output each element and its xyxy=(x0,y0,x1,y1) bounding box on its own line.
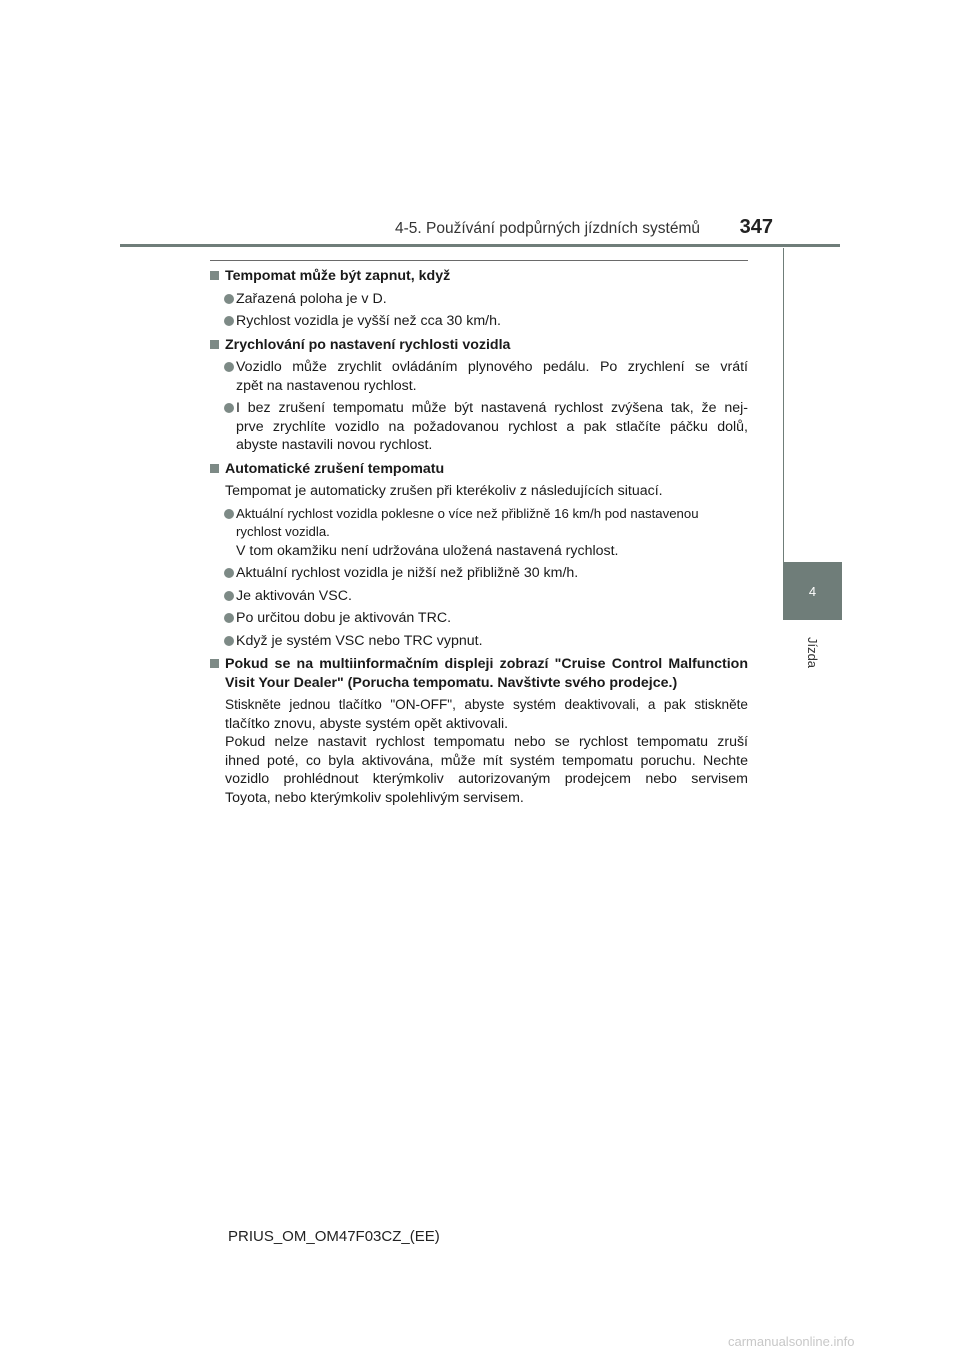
section-heading xyxy=(210,460,748,479)
paragraph-line: tlačítko znovu, abyste systém opět aktivovali. xyxy=(225,715,509,732)
page-header xyxy=(120,218,840,248)
list-item-line: V tom okamžiku není udržována uložená nastavená rychlost. xyxy=(236,542,619,559)
list-item xyxy=(210,609,748,628)
list-item-line: Aktuální rychlost vozidla poklesne o více než přibližně 16 km/h pod nastavenou xyxy=(236,505,699,521)
document-code: PRIUS_OM_OM47F03CZ_(EE) xyxy=(228,1228,440,1245)
list-item-line: Vozidlo může zrychlit ovládáním plynového pedálu. Po zrychlení se vrátí xyxy=(236,359,748,375)
list-item xyxy=(210,358,748,395)
section-cruise-conditions xyxy=(210,267,748,331)
header-divider xyxy=(120,244,840,247)
section-heading xyxy=(210,336,748,355)
watermark: carmanualsonline.info xyxy=(728,1334,855,1349)
section-malfunction xyxy=(210,655,748,807)
round-bullet-icon xyxy=(224,509,234,519)
list-item-text: Po určitou dobu je aktivován TRC. xyxy=(236,610,452,626)
list-item-text: Rychlost vozidla je vyšší než cca 30 km/h. xyxy=(236,313,501,329)
list-item-line: rychlost vozidla. xyxy=(236,524,330,539)
section-heading xyxy=(210,267,748,286)
section-heading-line: Pokud se na multiinformačním displeji zobrazí "Cruise Control Malfunction xyxy=(225,656,748,672)
square-bullet-icon xyxy=(210,464,219,473)
round-bullet-icon xyxy=(224,294,234,304)
round-bullet-icon xyxy=(224,568,234,578)
section-heading xyxy=(210,655,748,692)
list-item xyxy=(210,564,748,583)
list-item xyxy=(210,399,748,455)
section-heading-line: Visit Your Dealer" (Porucha tempomatu. Navštivte svého prodejce.) xyxy=(225,674,678,691)
chapter-tab xyxy=(783,562,842,620)
list-item-line: zpět na nastavenou rychlost. xyxy=(236,377,417,394)
page-number: 347 xyxy=(739,216,773,238)
list-item xyxy=(210,290,748,309)
section-intro: Tempomat je automaticky zrušen při kterékoliv z následujících situací. xyxy=(225,483,663,499)
header-section-title: 4-5. Používání podpůrných jízdních systémů xyxy=(395,220,700,237)
paragraph-line: Pokud nelze nastavit rychlost tempomatu nebo se rychlost tempomatu zruší xyxy=(225,734,748,750)
list-item-line: prve zrychlíte vozidlo na požadovanou rychlost a pak stlačíte páčku dolů, xyxy=(236,418,748,435)
round-bullet-icon xyxy=(224,362,234,372)
side-divider xyxy=(783,248,784,562)
round-bullet-icon xyxy=(224,591,234,601)
paragraph-line: vozidlo prohlédnout kterýmkoliv autorizovaným prodejcem nebo servisem xyxy=(225,771,748,787)
paragraph-line: Toyota, nebo kterýmkoliv spolehlivým servisem. xyxy=(225,789,524,806)
chapter-number: 4 xyxy=(808,583,817,599)
section-auto-cancel xyxy=(210,460,748,651)
paragraph-line: Stiskněte jednou tlačítko "ON-OFF", abyste systém deaktivovali, a pak stiskněte xyxy=(225,697,748,712)
section-heading-text: Tempomat může být zapnut, když xyxy=(225,268,451,284)
square-bullet-icon xyxy=(210,340,219,349)
list-item xyxy=(210,312,748,331)
list-item xyxy=(210,587,748,606)
list-item-line: I bez zrušení tempomatu může být nastavená rychlost zvýšena tak, že nej- xyxy=(236,400,748,416)
list-item-text: Je aktivován VSC. xyxy=(236,587,352,604)
list-item-line: abyste nastavili novou rychlost. xyxy=(236,437,433,453)
square-bullet-icon xyxy=(210,271,219,280)
section-acceleration xyxy=(210,336,748,455)
list-item-text: Aktuální rychlost vozidla je nižší než přibližně 30 km/h. xyxy=(236,565,579,581)
round-bullet-icon xyxy=(224,613,234,623)
section-heading-text: Automatické zrušení tempomatu xyxy=(225,460,445,477)
square-bullet-icon xyxy=(210,659,219,668)
section-paragraph xyxy=(210,696,748,807)
paragraph-line: ihned poté, co byla aktivována, může mít systém tempomatu poruchu. Nechte xyxy=(225,752,748,769)
chapter-label-box xyxy=(786,630,840,674)
round-bullet-icon xyxy=(224,316,234,326)
chapter-label: Jízda xyxy=(805,636,821,668)
round-bullet-icon xyxy=(224,403,234,413)
list-item xyxy=(210,632,748,651)
list-item-text: Když je systém VSC nebo TRC vypnut. xyxy=(236,632,483,649)
list-item-text: Zařazená poloha je v D. xyxy=(236,290,387,307)
list-item xyxy=(210,505,748,561)
round-bullet-icon xyxy=(224,636,234,646)
section-heading-text: Zrychlování po nastavení rychlosti vozidla xyxy=(225,336,511,353)
content-body xyxy=(210,260,748,812)
